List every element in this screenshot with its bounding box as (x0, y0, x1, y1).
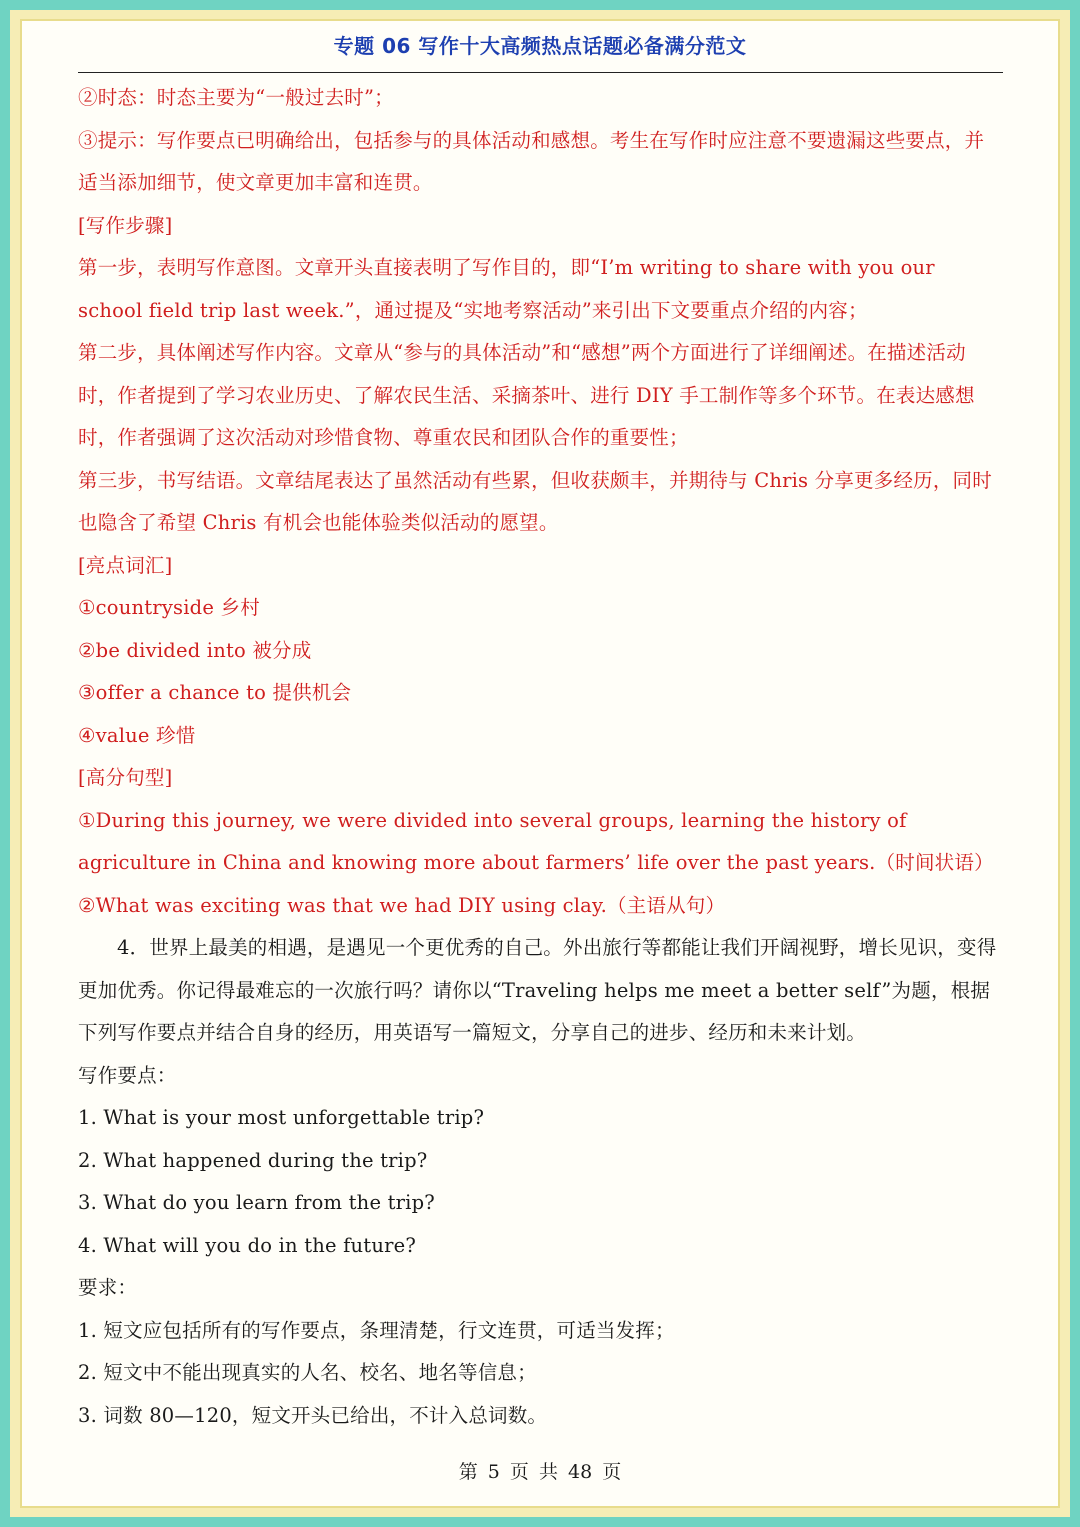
sentence-item: ①During this journey, we were divided into several groups, learning the history of agriculture in China and knowing more about farmers’ life over the past years.（时间状语） (78, 808, 994, 874)
writing-point: 3. What do you learn from the trip? (78, 1191, 435, 1214)
points-heading: 写作要点： (78, 1063, 177, 1087)
page-header-title: 专题 06 写作十大高频热点话题必备满分范文 (333, 34, 747, 58)
analysis-tense: ②时态：时态主要为“一般过去时”； (78, 86, 394, 109)
step-3: 第三步，书写结语。文章结尾表达了虽然活动有些累，但收获颇丰，并期待与 Chris 分享更多经历，同时也隐含了希望 Chris 有机会也能体验类似活动的愿望。 (78, 468, 992, 534)
requirement-item: 3. 词数 80—120，短文开头已给出，不计入总词数。 (78, 1403, 548, 1427)
writing-point: 4. What will you do in the future? (78, 1233, 417, 1257)
vocab-item: ④value 珍惜 (78, 723, 196, 747)
writing-point: 1. What is your most unforgettable trip? (78, 1106, 485, 1129)
sentences-heading: [高分句型] (78, 766, 173, 789)
document-body (78, 77, 1003, 1437)
page-number: 第 5 页 共 48 页 (458, 1461, 622, 1483)
vocab-item: ①countryside 乡村 (78, 596, 260, 619)
steps-heading: [写作步骤] (78, 213, 173, 237)
writing-point: 2. What happened during the trip? (78, 1148, 428, 1172)
requirements-heading: 要求： (78, 1276, 138, 1299)
requirement-item: 1. 短文应包括所有的写作要点，条理清楚，行文连贯，可适当发挥； (78, 1318, 675, 1342)
vocab-item: ③offer a chance to 提供机会 (78, 681, 352, 704)
analysis-tips: ③提示：写作要点已明确给出，包括参与的具体活动和感想。考生在写作时应注意不要遗漏这些要点，并适当添加细节，使文章更加丰富和连贯。 (78, 128, 985, 194)
step-1: 第一步，表明写作意图。文章开头直接表明了写作目的，即“I’m writing to share with you our school field trip last week.”，通过提及“实地考察活动”来引出下文要重点介绍的内容； (78, 256, 935, 322)
vocab-heading: [亮点词汇] (78, 553, 173, 577)
vocab-item: ②be divided into 被分成 (78, 638, 312, 662)
task-intro: 4．世界上最美的相遇，是遇见一个更优秀的自己。外出旅行等都能让我们开阔视野，增长见识，变得更加优秀。你记得最难忘的一次旅行吗？请你以“Traveling helps me meet a better self”为题，根据下列写作要点并结合自身的经历，用英语写一篇短文，分享自己的进步、经历和未来计划。 (78, 936, 997, 1044)
step-2: 第二步，具体阐述写作内容。文章从“参与的具体活动”和“感想”两个方面进行了详细阐述。在描述活动时，作者提到了学习农业历史、了解农民生活、采摘茶叶、进行 DIY 手工制作等多个环节。在表达感想时，作者强调了这次活动对珍惜食物、尊重农民和团队合作的重要性； (78, 341, 975, 449)
header-divider (78, 72, 1003, 73)
sentence-item: ②What was exciting was that we had DIY using clay.（主语从句） (78, 893, 726, 917)
requirement-item: 2. 短文中不能出现真实的人名、校名、地名等信息； (78, 1361, 537, 1384)
